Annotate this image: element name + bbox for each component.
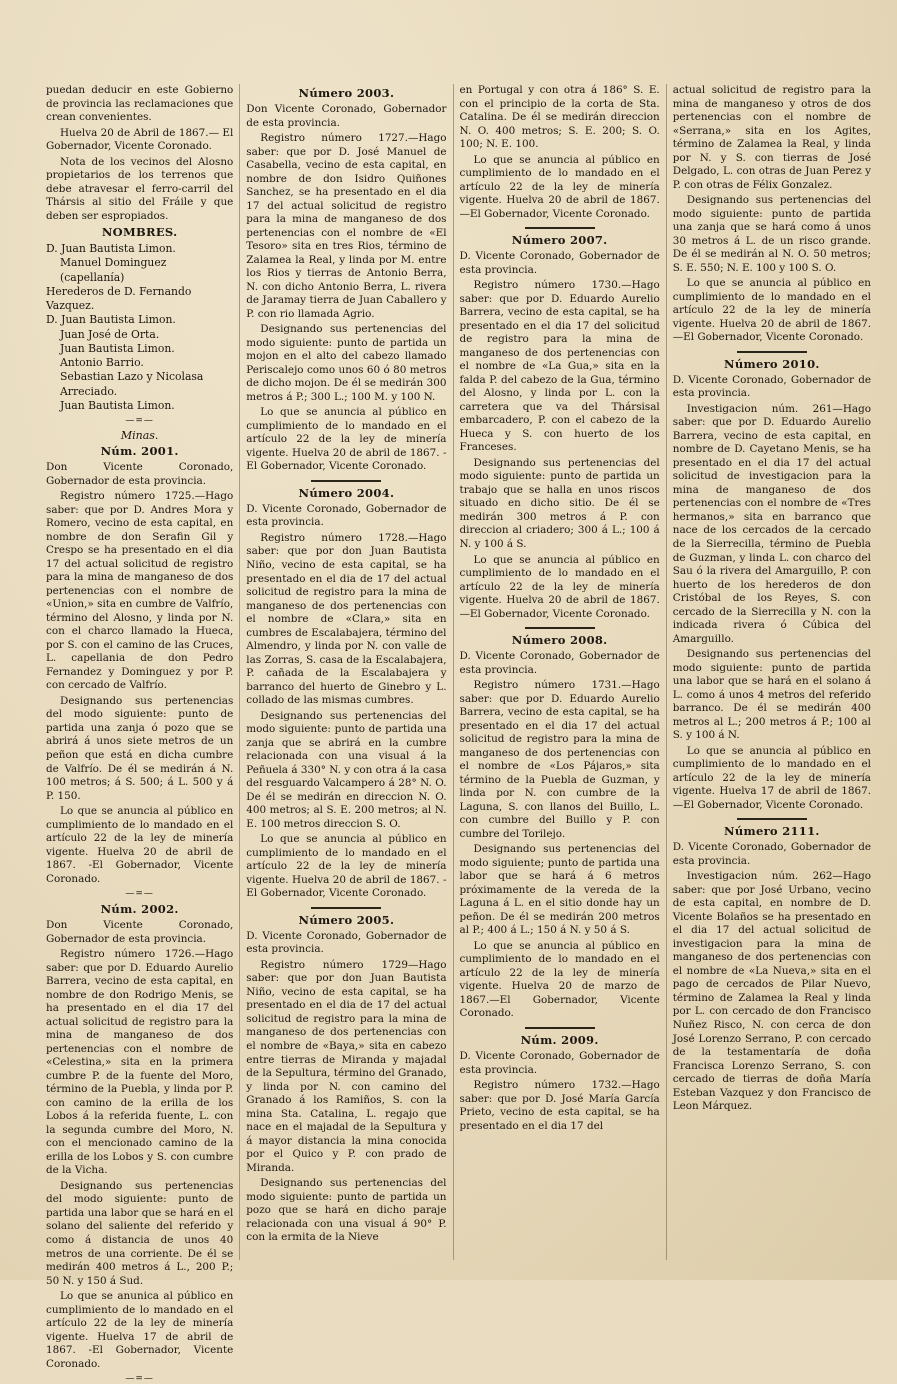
- section-rule: [737, 351, 807, 353]
- governor-line: Don Vicente Coronado, Gobernador de esta provincia.: [46, 919, 234, 945]
- section-rule: [525, 627, 595, 629]
- investigacion-paragraph: Investigacion núm. 262—Hago saber: que por José Urbano, vecino de esta capital, en nombre de D. Vicente Bolaños se ha presentado en el dia 17 del actual solicitud de investigacion para la mina de manganeso de dos pertenencias con el nombre de «La Nueva,» sita en el pago de cercados de Pilar Nuevo, término de Zalamea la Real y linda por L. con cercado de don Francisco Nuñez Risco, N. con cerca de don José Lorenzo Serrano, P. con cercado de la testamentaría de doña Francisca Lorenzo Serrano, S. con cercado de tierras de doña María Esteban Vazquez y don Francisco de Leon Márquez.: [672, 870, 871, 1113]
- governor-line: D. Vicente Coronado, Gobernador de esta provincia.: [459, 650, 660, 676]
- section-heading-2010: Número 2010.: [724, 356, 820, 371]
- anuncio-paragraph: Lo que se anuncia al público en cumplimiento de lo mandado en el artículo 22 de la ley de minería vigente. Huelva 20 de abril de 1867.—El Gobernador, Vicente Coronado.: [672, 277, 871, 344]
- column-1: [40, 84, 239, 1384]
- section-rule: [311, 480, 381, 482]
- nombre-7: Antonio Barrio.: [60, 356, 144, 370]
- nota-paragraph: Nota de los vecinos del Alosno propietarios de los terrenos que debe atravesar el ferro-carril del Thársis al sitio del Fráile y que deben ser espropiados.: [46, 155, 234, 222]
- column-divider: [453, 84, 454, 1260]
- designando-paragraph: Designando sus pertenencias del modo siguiente: punto de partida un trabajo que se halla en unos riscos situado en dicho sitio. De él se medirán 300 metros á P. con direccion al criadero; 300 á L.; 100 á N. y 100 á S.: [459, 456, 660, 550]
- designando-paragraph: Designando sus pertenencias del modo siguiente: punto de partida una labor que se hará en el solano del saliente del referido y como á distancia de unos 40 metros de una corriente. De él se medirán 400 metros á L., 200 P.; 50 N. y 150 á Sud.: [46, 1179, 234, 1287]
- anuncio-paragraph: Lo que se anuncia al público en cumplimiento de lo mandado en el artículo 22 de la ley de minería vigente. Huelva 20 de marzo de 1867.—El Gobernador, Vicente Coronado.: [459, 939, 660, 1020]
- minas-heading: Minas.: [120, 429, 159, 443]
- registro-paragraph: Registro número 1725.—Hago saber: que por D. Andres Mora y Romero, vecino de esta capital, en nombre de don Serafin Gil y Crespo se ha presentado en el dia 17 del actual solicitud de registro para la mina de manganeso de dos pertenencias con el nombre de «Union,» sita en cumbre de Valfrío, término del Alosno, y linda por N. con el charco llamado la Hueca, por S. con el camino de las Cruces, L. capellania de don Pedro Fernandez y Dominguez y por P. con cercado de Valfrío.: [46, 490, 234, 692]
- anuncio-paragraph: Lo que se anuncia al público en cumplimiento de lo mandado en el artículo 22 de la ley de minería vigente. Huelva 17 de abril de 1867.—El Gobernador, Vicente Coronado.: [672, 744, 871, 811]
- section-heading-2005: Número 2005.: [298, 912, 395, 927]
- column-4: [667, 84, 877, 1260]
- anuncio-paragraph: Lo que se anuncia al público en cumplimiento de lo mandado en el artículo 22 de la ley de minería vigente. Huelva 20 de abril de 1867. -El Gobernador, Vicente Coronado.: [46, 805, 234, 885]
- section-heading-2001: Núm. 2001.: [100, 444, 179, 459]
- anuncio-paragraph: Lo que se anuncia al público en cumplimiento de lo mandado en el artículo 22 de la ley de minería vigente. Huelva 20 de abril de 1867.—El Gobernador, Vicente Coronado.: [459, 553, 660, 620]
- nombres-heading: NOMBRES.: [101, 225, 178, 240]
- section-heading-2111: Número 2111.: [724, 824, 820, 839]
- governor-line: Don Vicente Coronado, Gobernador de esta provincia.: [46, 461, 234, 487]
- anuncio-paragraph: Lo que se anuncia al público en cumplimiento de lo mandado en el artículo 22 de la ley de minería vigente. Huelva 20 de abril de 1867. -El Gobernador, Vicente Coronado.: [246, 406, 447, 473]
- nombre-4: D. Juan Bautista Limon.: [46, 313, 176, 327]
- registro-paragraph: Registro número 1730.—Hago saber: que por D. Eduardo Aurelio Barrera, vecino de esta capital, se ha presentado en el dia 17 del solicitud de registro para la mina de manganeso de dos pertenencias con el nombre de «La Gua,» sita en la falda P. del cabezo de la Gua, término del Alosno, y linda por L. con la carretera que va del Thársisal embarcadero, P. con el cabezo de la Hueca y S. con huerto de los Franceses.: [459, 279, 660, 454]
- section-rule: [737, 818, 807, 820]
- registro-paragraph: Registro número 1727.—Hago saber: que por D. José Manuel de Casabella, vecino de esta capital, en nombre de don Isidro Quiñones Sanchez, se ha presentado en el dia 17 del actual solicitud de registro para la mina de manganeso de dos pertenencias con el nombre de «El Tesoro» sita en tres Rios, término de Zalamea la Real, y linda por M. entre los Rios y tierras de Antonio Berra, N. con dicho Antonio Berra, L. rivera de Jaramay tierra de Juan Caballero y P. con rio llamada Agrio.: [246, 132, 447, 320]
- anuncio-paragraph: Lo que se anuncia al público en cumplimiento de lo mandado en el artículo 22 de la ley de minería vigente. Huelva 20 de abril de 1867.—El Gobernador, Vicente Coronado.: [459, 153, 660, 220]
- separator: —=—: [125, 416, 154, 427]
- column-divider: [666, 84, 667, 1260]
- registro-paragraph: Registro número 1729—Hago saber: que por don Juan Bautista Niño, vecino de esta capital, se ha presentado en el dia de 17 del actual solicitud de registro para la mina de manganeso de dos pertenencias con el nombre de «Baya,» sita en cabezo entre tierras de Miranda y majadal de la Sepultura, término del Granado, y linda por N. con camino del Granado á los Ramiños, S. con la mina Sta. Catalina, L. regajo que nace en el majadal de la Sepultura y á mayor distancia la mina conocida por el Quico y P. con prado de Miranda.: [246, 958, 447, 1174]
- column-3: [454, 84, 666, 1260]
- column-divider: [239, 84, 240, 1260]
- governor-line: D. Vicente Coronado, Gobernador de esta provincia.: [672, 841, 871, 867]
- section-heading-2004: Número 2004.: [298, 485, 395, 500]
- anuncio-paragraph: Lo que se anunica al público en cumplimiento de lo mandado en el artículo 22 de la ley de minería vigente. Huelva 17 de abril de 1867. -El Gobernador, Vicente Coronado.: [46, 1290, 234, 1370]
- section-heading-2008: Número 2008.: [511, 633, 608, 648]
- nombre-3: Herederos de D. Fernando Vazquez.: [46, 284, 192, 313]
- separator: —=—: [125, 889, 154, 900]
- anuncio-paragraph: Lo que se anuncia al público en cumplimiento de lo mandado en el artículo 22 de la ley de minería vigente. Huelva 20 de abril de 1867. -El Gobernador, Vicente Coronado.: [246, 833, 447, 900]
- governor-line: D. Vicente Coronado, Gobernador de esta provincia.: [246, 929, 447, 956]
- governor-line: Don Vicente Coronado, Gobernador de esta provincia.: [246, 103, 447, 129]
- intro-paragraph: puedan deducir en este Gobierno de provincia las reclamaciones que crean convenientes.: [46, 84, 234, 124]
- governor-line: D. Vicente Coronado, Gobernador de esta provincia.: [459, 250, 660, 276]
- nombre-5: Juan José de Orta.: [60, 327, 160, 341]
- governor-line: D. Vicente Coronado, Gobernador de esta provincia.: [672, 373, 871, 400]
- designando-paragraph: Designando sus pertenencias del modo siguiente; punto de partida una labor que se hará á 6 metros próximamente de la vereda de la Laguna á L. en el sitio donde hay un peñon. De él se medirán 200 metros al P.; 400 á L.; 150 á N. y 50 á S.: [459, 843, 660, 937]
- designando-paragraph: Designando sus pertenencias del modo siguiente: punto de partida un mojon en el alto del cabezo llamado Periscalejo como unos 60 ó 80 metros de dicho mojon. De él se medirán 300 metros á P.; 300 L.; 100 M. y 100 N.: [246, 323, 447, 403]
- section-heading-2007: Número 2007.: [511, 233, 608, 248]
- nombre-9: Juan Bautista Limon.: [60, 398, 175, 412]
- section-heading-2002: Núm. 2002.: [100, 902, 179, 917]
- section-heading-2009: Núm. 2009.: [520, 1033, 599, 1047]
- continued-paragraph: en Portugal y con otra á 186° S. E. con el principio de la corta de Sta. Catalina. De él se medirán direccion N. O. 400 metros; S. E. 200; S. O. 100; N. E. 100.: [459, 84, 660, 151]
- nombre-6: Juan Bautista Limon.: [60, 341, 175, 355]
- governor-line: D. Vicente Coronado, Gobernador de esta provincia.: [246, 502, 447, 529]
- separator: —=—: [125, 1374, 154, 1384]
- designando-paragraph: Designando sus pertenencias del modo siguiente: punto de partida una zanja ó pozo que se abrirá á unos siete metros de un peñon que está en dicha cumbre de Valfrío. De él se medirán á N. 100 metros; á S. 500; á L. 500 y á P. 150.: [46, 694, 234, 802]
- registro-paragraph: Registro número 1726.—Hago saber: que por D. Eduardo Aurelio Barrera, vecino de esta capital, en nombre de don Rodrigo Menis, se ha presentado en el dia 17 del actual solicitud de registro para la mina de manganeso de dos pertenencias con el nombre de «Celestina,» sita en la primera cumbre P. de la fuente del Moro, término de la Puebla, y linda por P. con camino de la erilla de los Lobos á la referida fuente, L. con la segunda cumbre del Moro, N. con el mencionado camino de la erilla de los Lobos y S. con cumbre de la Vicha.: [46, 948, 234, 1177]
- nombre-1: D. Juan Bautista Limon.: [46, 242, 176, 256]
- section-rule: [311, 907, 381, 909]
- column-2: [240, 84, 452, 1260]
- investigacion-paragraph: Investigacion núm. 261—Hago saber: que por D. Eduardo Aurelio Barrera, vecino de esta capital, en nombre de D. Cayetano Menis, se ha presentado en el dia 17 del actual solicitud de investigacion para la mina de manganeso de dos pertenencias con el nombre de «Tres hermanos,» sita en barranco que nace de los cercados de la cercado de la Sierrecilla, término de Puebla de Guzman, y linda L. con charco del Sau ó la rivera del Amarguillo, P. con huerto de los herederos de don Cristóbal de los Reyes, S. con cercado de la Sierrecilla y N. con la indicada rivera ó Cúbica del Amarguillo.: [672, 402, 871, 645]
- governor-line: D. Vicente Coronado, Gobernador de esta provincia.: [459, 1050, 660, 1076]
- nombre-8: Sebastian Lazo y Nicolasa Arreciado.: [60, 370, 204, 398]
- section-rule: [525, 1027, 595, 1029]
- designando-paragraph: Designando sus pertenencias del modo siguiente: punto de partida una labor que se hará en el solano á L. como á unos 4 metros del referido barranco. De él se medirán 400 metros al L.; 200 metros á P.; 100 al S. y 100 á N.: [672, 648, 871, 742]
- section-heading-2003: Número 2003.: [298, 86, 395, 100]
- continued-paragraph: actual solicitud de registro para la mina de manganeso y otros de dos pertenencias con el nombre de «Serrana,» sita en los Agites, término de Zalamea la Real, y linda por N. y S. con tierras de José Delgado, L. con otras de Juan Perez y P. con otras de Félix Gonzalez.: [672, 84, 871, 191]
- section-rule: [525, 227, 595, 229]
- nombre-2: Manuel Dominguez (capellanía): [60, 256, 167, 284]
- registro-paragraph: Registro número 1731.—Hago saber: que por D. Eduardo Aurelio Barrera, vecino de esta capital, se ha presentado en el dia 17 del actual solicitud de registro para la mina de manganeso de dos pertenencias con el nombre de «Los Pájaros,» sita término de la Puebla de Guzman, y linda por N. con cumbre de la Laguna, S. con llanos del Buillo, L. con cumbre del Buillo y P. con cumbre del Torilejo.: [459, 679, 660, 840]
- registro-paragraph: Registro número 1728.—Hago saber: que por don Juan Bautista Niño, vecino de esta capital, se ha presentado en el dia de 17 del actual solicitud de registro para la mina de manganeso de dos pertenencias con el nombre de «Clara,» sita en cumbres de Escalabajera, término del Almendro, y linda por N. con valle de las Zorras, S. casa de la Escalabajera, P. cañada de la Escalabajera y barranco del huerto de Ginebro y L. collado de las mismas cumbres.: [246, 531, 447, 707]
- designando-paragraph: Designando sus pertenencias del modo siguiente: punto de partida un pozo que se hará en dicho paraje relacionada con una visual á 90° P. con la ermita de la Nieve: [246, 1177, 447, 1244]
- signature: Huelva 20 de Abril de 1867.— El Gobernador, Vicente Coronado.: [46, 126, 234, 153]
- designando-paragraph: Designando sus pertenencias del modo siguiente: punto de partida una zanja que se abrirá en la cumbre relacionada con una visual á la Peñuela á 330° N. y con otra á la casa del resguardo Valcampero á 28° N. O. De él se medirán en direccion N. O. 400 metros; al S. E. 200 metros; al N. E. 100 metros direccion S. O.: [246, 709, 447, 830]
- registro-paragraph: Registro número 1732.—Hago saber: que por D. José María García Prieto, vecino de esta capital, se ha presentado en el dia 17 del: [459, 1079, 660, 1132]
- columns: [40, 84, 877, 1384]
- designando-paragraph: Designando sus pertenencias del modo siguiente: punto de partida una zanja que se hará como á unos 30 metros á L. de un risco grande. De él se medirán al N. O. 50 metros; S. E. 550; N. E. 100 y 100 S. O.: [672, 194, 871, 274]
